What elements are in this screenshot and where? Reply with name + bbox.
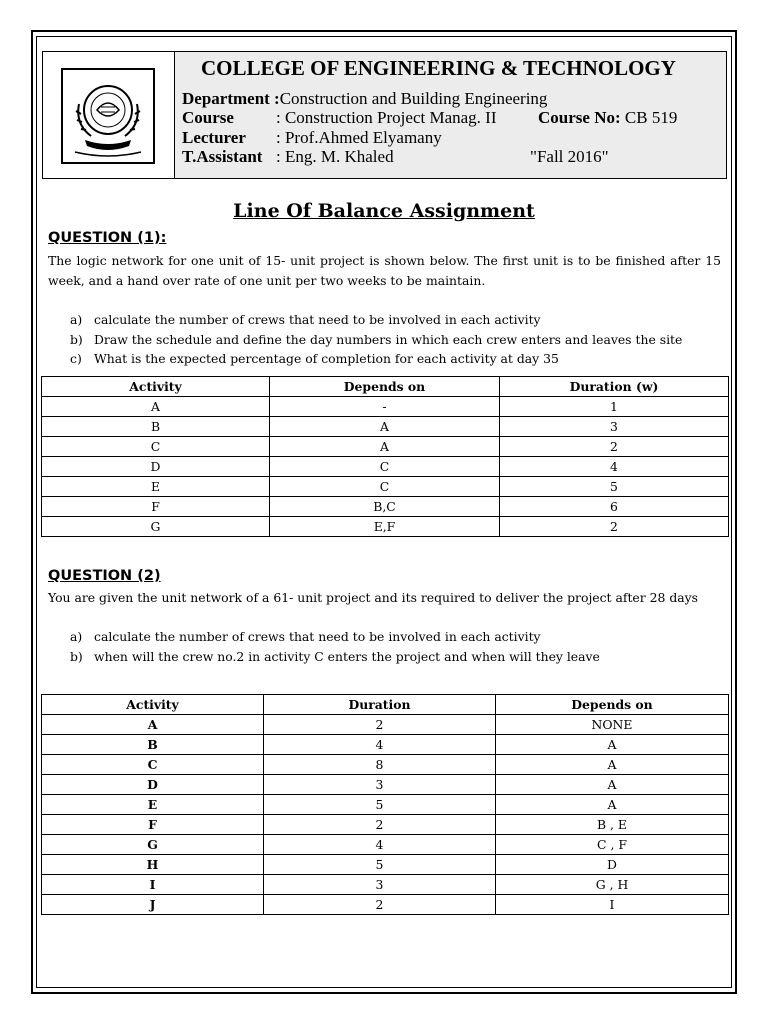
table-row	[42, 397, 729, 417]
lecturer-label: Lecturer	[182, 128, 246, 147]
table-row	[42, 815, 729, 835]
course-no-value: CB 519	[624, 108, 678, 127]
table-header-row	[42, 695, 729, 715]
table-row	[42, 875, 729, 895]
table-cell: NONE	[496, 715, 729, 735]
table-cell: 8	[264, 755, 496, 775]
table-cell: 2	[264, 815, 496, 835]
table-cell: 3	[264, 775, 496, 795]
table-cell: G	[42, 835, 264, 855]
column-header: Depends on	[270, 377, 500, 397]
list-marker: a)	[70, 312, 83, 327]
question-2-heading: QUESTION (2)	[48, 568, 161, 584]
table-cell: 5	[264, 855, 496, 875]
table-cell: 4	[264, 835, 496, 855]
table-row	[42, 517, 729, 537]
table-cell: A	[496, 795, 729, 815]
table-cell: A	[270, 417, 500, 437]
logo-cell	[43, 52, 175, 178]
table-cell: D	[496, 855, 729, 875]
table-cell: B,C	[270, 497, 500, 517]
table-row	[42, 715, 729, 735]
table-cell: A	[42, 715, 264, 735]
lecturer-row	[182, 128, 442, 147]
ta-row	[182, 147, 609, 166]
table-cell: I	[42, 875, 264, 895]
table-cell: D	[42, 775, 264, 795]
list-text: calculate the number of crews that need to be involved in each activity	[94, 629, 541, 644]
ta-value: : Eng. M. Khaled	[276, 147, 394, 166]
column-header: Activity	[42, 377, 270, 397]
table-header-row	[42, 377, 729, 397]
table-cell: C	[42, 755, 264, 775]
department-row	[182, 89, 547, 108]
table-row	[42, 497, 729, 517]
list-marker: a)	[70, 629, 83, 644]
list-marker: c)	[70, 351, 82, 366]
table-cell: 5	[264, 795, 496, 815]
table-row	[42, 755, 729, 775]
table-cell: 4	[500, 457, 729, 477]
table-cell: B	[42, 735, 264, 755]
table-row	[42, 855, 729, 875]
table-cell: J	[42, 895, 264, 915]
course-no-label: Course No:	[538, 108, 621, 127]
table-row	[42, 735, 729, 755]
college-seal-icon	[67, 74, 149, 158]
table-row	[42, 835, 729, 855]
header-info	[175, 52, 726, 178]
lecturer-value: : Prof.Ahmed Elyamany	[276, 128, 442, 147]
table-cell: A	[42, 397, 270, 417]
column-header: Activity	[42, 695, 264, 715]
table-cell: D	[42, 457, 270, 477]
table-cell: A	[496, 775, 729, 795]
course-value: : Construction Project Manag. II	[276, 108, 497, 127]
table-cell: A	[496, 755, 729, 775]
table-cell: A	[270, 437, 500, 457]
table-cell: I	[496, 895, 729, 915]
table-cell: -	[270, 397, 500, 417]
table-cell: C	[42, 437, 270, 457]
table-cell: C , F	[496, 835, 729, 855]
question-2-table	[41, 694, 729, 915]
college-logo	[61, 68, 155, 164]
table-cell: F	[42, 815, 264, 835]
list-item	[70, 627, 600, 647]
list-text: What is the expected percentage of completion for each activity at day 35	[94, 351, 559, 366]
table-cell: H	[42, 855, 264, 875]
table-cell: 2	[264, 715, 496, 735]
table-cell: E,F	[270, 517, 500, 537]
table-row	[42, 437, 729, 457]
course-row	[182, 108, 677, 127]
table-row	[42, 895, 729, 915]
list-item	[70, 330, 682, 350]
list-text: Draw the schedule and define the day numbers in which each crew enters and leaves the site	[94, 331, 683, 347]
table-row	[42, 795, 729, 815]
table-cell: 2	[500, 437, 729, 457]
table-cell: E	[42, 795, 264, 815]
list-marker: b)	[70, 331, 83, 347]
list-item	[70, 349, 682, 369]
table-cell: G	[42, 517, 270, 537]
college-title: COLLEGE OF ENGINEERING & TECHNOLOGY	[201, 56, 676, 80]
table-cell: 3	[264, 875, 496, 895]
question-1-list	[70, 310, 682, 369]
term: "Fall 2016"	[530, 147, 609, 166]
table-cell: E	[42, 477, 270, 497]
table-cell: 3	[500, 417, 729, 437]
table-cell: B , E	[496, 815, 729, 835]
table-cell: 6	[500, 497, 729, 517]
question-2-text: You are given the unit network of a 61- unit project and its required to deliver the project after 28 days	[48, 590, 698, 605]
table-cell: 2	[500, 517, 729, 537]
column-header: Duration	[264, 695, 496, 715]
ta-label: T.Assistant	[182, 147, 263, 166]
list-text: calculate the number of crews that need to be involved in each activity	[94, 312, 541, 327]
table-cell: A	[496, 735, 729, 755]
column-header: Duration (w)	[500, 377, 729, 397]
table-row	[42, 417, 729, 437]
table-cell: C	[270, 477, 500, 497]
list-marker: b)	[70, 648, 83, 664]
list-text: when will the crew no.2 in activity C enters the project and when will they leave	[94, 648, 600, 664]
table-cell: B	[42, 417, 270, 437]
list-item	[70, 647, 600, 667]
table-cell: 1	[500, 397, 729, 417]
header-box	[42, 51, 727, 179]
table-cell: 4	[264, 735, 496, 755]
list-item	[70, 310, 682, 330]
question-1-table	[41, 376, 729, 537]
table-cell: 2	[264, 895, 496, 915]
table-row	[42, 775, 729, 795]
table-cell: C	[270, 457, 500, 477]
table-row	[42, 457, 729, 477]
department-label: Department :	[182, 89, 280, 108]
course-label: Course	[182, 108, 234, 127]
table-cell: 5	[500, 477, 729, 497]
document-title: Line Of Balance Assignment	[233, 200, 535, 222]
question-1-heading: QUESTION (1):	[48, 230, 167, 246]
table-cell: F	[42, 497, 270, 517]
column-header: Depends on	[496, 695, 729, 715]
department-value: Construction and Building Engineering	[279, 89, 548, 108]
question-1-text: The logic network for one unit of 15- unit project is shown below. The first unit is to be finished after 15 week, and a hand over rate of one unit per two weeks to be maintain.	[48, 253, 721, 288]
table-row	[42, 477, 729, 497]
question-2-list	[70, 627, 600, 666]
table-cell: G , H	[496, 875, 729, 895]
